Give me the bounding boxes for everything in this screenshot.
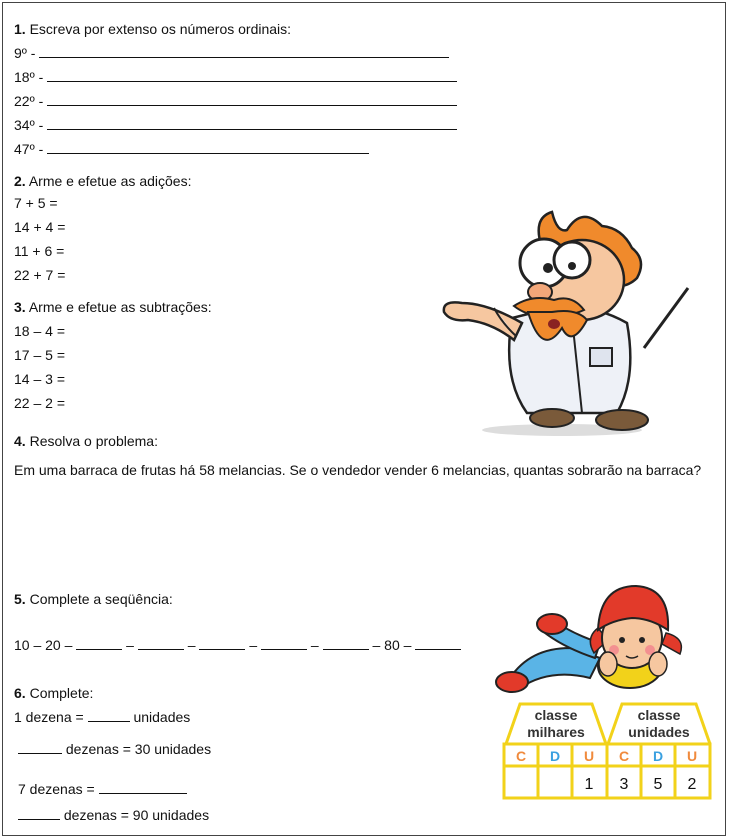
header-d: D (652, 748, 664, 764)
q1-item-9: 9º - (14, 44, 449, 62)
place-value-table (500, 698, 714, 802)
q4-problem-text: Em uma barraca de frutas há 58 melancias. Se o vendedor vender 6 melancias, quantas sobrarão na barraca? (14, 462, 702, 478)
q2-item: 14 + 4 = (14, 219, 66, 235)
value-cell: 3 (619, 776, 629, 793)
q3-item: 22 – 2 = (14, 395, 65, 411)
q2-heading: 2. Arme e efetue as adições: (14, 173, 192, 189)
girl-illustration (490, 578, 700, 698)
q6-line-3: 7 dezenas = (18, 780, 187, 798)
class-left-line-1: classe (534, 707, 578, 723)
q3-heading: 3. Arme e efetue as subtrações: (14, 299, 212, 315)
q3-item: 14 – 3 = (14, 371, 65, 387)
header-d: D (549, 748, 561, 764)
q6-line-1: 1 dezena = unidades (14, 709, 191, 725)
q5-heading: 5. Complete a seqüência: (14, 591, 173, 607)
q3-item: 17 – 5 = (14, 347, 65, 363)
q1-item-18: 18º - (14, 68, 457, 86)
class-left-line-2: milhares (527, 724, 585, 740)
header-c: C (618, 748, 630, 764)
q5-sequence: 10 – 20 – – – – – – 80 – (14, 636, 461, 654)
q1-item-34: 34º - (14, 116, 457, 134)
q6-line-4: dezenas = 90 unidades (18, 806, 209, 824)
value-cell: 2 (687, 776, 697, 793)
q1-heading: 1. Escreva por extenso os números ordinais: (14, 21, 292, 37)
q3-item: 18 – 4 = (14, 323, 65, 339)
class-right-line-2: unidades (628, 724, 690, 740)
q4-heading: 4. Resolva o problema: (14, 433, 158, 449)
q2-item: 7 + 5 = (14, 195, 58, 211)
q6-line-2: dezenas = 30 unidades (18, 740, 211, 758)
value-cell: 1 (584, 776, 594, 793)
q1-item-47: 47º - (14, 140, 369, 158)
header-c: C (515, 748, 527, 764)
header-u: U (686, 748, 698, 764)
value-cell: 5 (653, 776, 663, 793)
class-right-line-1: classe (637, 707, 681, 723)
q1-item-22: 22º - (14, 92, 457, 110)
professor-illustration (432, 208, 694, 438)
header-u: U (583, 748, 595, 764)
q6-heading: 6. Complete: (14, 685, 94, 701)
q2-item: 22 + 7 = (14, 267, 66, 283)
q2-item: 11 + 6 = (14, 243, 65, 259)
